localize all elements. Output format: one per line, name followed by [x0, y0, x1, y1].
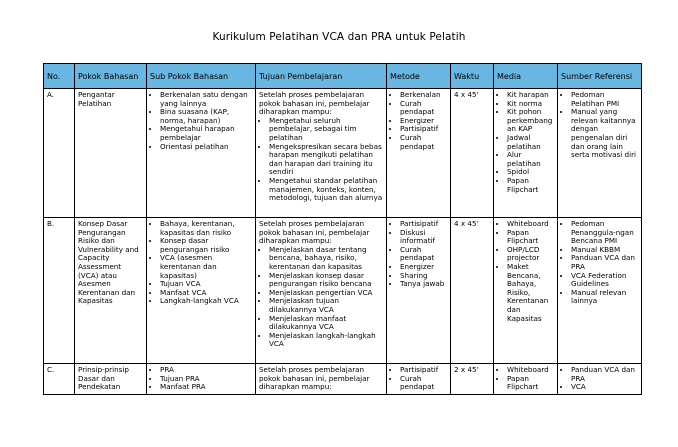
document-title: Kurikulum Pelatihan VCA dan PRA untuk Pelatih — [212, 31, 466, 43]
header-pokok-bahasan: Pokok Bahasan — [75, 64, 147, 89]
tujuan-intro: Setelah proses pembelajaran pokok bahasan ini, pembelajar diharapkan mampu: — [259, 90, 370, 117]
cell-waktu: 4 x 45' — [451, 218, 494, 364]
cell-media-list — [497, 91, 554, 194]
cell-sumber-referensi — [558, 364, 642, 395]
list-item: • Whiteboard — [507, 220, 554, 229]
list-item: • Menjelaskan pengertian VCA — [269, 289, 383, 298]
cell-media-list — [497, 220, 554, 323]
cell-pokok-bahasan: Konsep Dasar Pengurangan Risiko dan Vulnerability and Capacity Assessment (VCA) atau Asesmen Kerentanan dan Kapasitas — [75, 218, 147, 364]
cell-media-list — [497, 366, 554, 392]
list-item: • Tujuan VCA — [160, 280, 252, 289]
list-item: • Konsep dasar pengurangan risiko — [160, 237, 252, 254]
list-item: • VCA (asesmen kerentanan dan kapasitas) — [160, 254, 252, 280]
cell-tujuan-pembelajaran-list — [259, 117, 383, 203]
cell-sub-pokok-bahasan-list — [150, 91, 252, 151]
list-item: • Manual yang relevan kaitannya dengan pengenalan diri dan orang lain serta motivasi diri — [571, 108, 638, 160]
list-item: • Papan Flipchart — [507, 229, 554, 246]
list-item: • Menjelaskan konsep dasar pengurangan risiko bencana — [269, 272, 383, 289]
header-sumber-referensi: Sumber Referensi — [558, 64, 642, 89]
list-item: • Menjelaskan manfaat dilakukannya VCA — [269, 315, 383, 332]
cell-metode — [387, 218, 451, 364]
list-item: • Orientasi pelatihan — [160, 143, 252, 152]
tujuan-intro: Setelah proses pembelajaran pokok bahasan ini, pembelajar diharapkan mampu: — [259, 365, 370, 392]
cell-no: B. — [44, 218, 75, 364]
list-item: • VCA — [571, 383, 638, 392]
list-item: • Partisipatif — [400, 125, 447, 134]
list-item: • Pedoman Pelatihan PMI — [571, 91, 638, 108]
list-item: • Curah pendapat — [400, 100, 447, 117]
list-item: • Curah pendapat — [400, 246, 447, 263]
cell-sub-pokok-bahasan-list — [150, 366, 252, 392]
list-item: • Sharing — [400, 272, 447, 281]
cell-sumber-referensi — [558, 218, 642, 364]
cell-media — [494, 218, 558, 364]
list-item: • Maket Bencana, Bahaya, Risiko, Kerentanan dan Kapasitas — [507, 263, 554, 323]
cell-pokok-bahasan: Prinsip-prinsip Dasar dan Pendekatan — [75, 364, 147, 395]
list-item: • Diskusi informatif — [400, 229, 447, 246]
cell-metode — [387, 364, 451, 395]
cell-tujuan-pembelajaran-list — [259, 246, 383, 349]
header-tujuan-pembelajaran: Tujuan Pembelajaran — [256, 64, 387, 89]
list-item: • Menjelaskan tujuan dilakukannya VCA — [269, 297, 383, 314]
list-item: • Energizer — [400, 263, 447, 272]
header-waktu: Waktu — [451, 64, 494, 89]
cell-tujuan-pembelajaran — [256, 364, 387, 395]
curriculum-table — [43, 63, 642, 395]
list-item: • Manual KBBM — [571, 246, 638, 255]
list-item: • Pedoman Penanggula-ngan Bencana PMI — [571, 220, 638, 246]
cell-no: A. — [44, 89, 75, 218]
list-item: • Papan Flipchart — [507, 177, 554, 194]
table-row — [44, 218, 642, 364]
cell-sumber-referensi-list — [561, 91, 638, 160]
list-item: • Mengetahui seluruh pembelajar, sebagai tim pelatihan — [269, 117, 383, 143]
list-item: • PRA — [160, 366, 252, 375]
header-no: No. — [44, 64, 75, 89]
tujuan-intro: Setelah proses pembelajaran pokok bahasan ini, pembelajar diharapkan mampu: — [259, 219, 370, 246]
cell-sumber-referensi-list — [561, 366, 638, 392]
list-item: • Kit harapan — [507, 91, 554, 100]
cell-sub-pokok-bahasan — [147, 364, 256, 395]
cell-waktu: 2 x 45' — [451, 364, 494, 395]
list-item: • Jadwal pelatihan — [507, 134, 554, 151]
cell-media — [494, 364, 558, 395]
list-item: • Menjelaskan dasar tentang bencana, bahaya, risiko, kerentanan dan kapasitas — [269, 246, 383, 272]
table-row — [44, 89, 642, 218]
list-item: • Tujuan PRA — [160, 375, 252, 384]
list-item: • Kit norma — [507, 100, 554, 109]
list-item: • Menjelaskan langkah-langkah VCA — [269, 332, 383, 349]
list-item: • Manfaat VCA — [160, 289, 252, 298]
table-header-row — [44, 64, 642, 89]
list-item: • Langkah-langkah VCA — [160, 297, 252, 306]
header-media: Media — [494, 64, 558, 89]
list-item: • Curah pendapat — [400, 134, 447, 151]
list-item: • Manual relevan lainnya — [571, 289, 638, 306]
list-item: • Mengekspresikan secara bebas harapan mengikuti pelatihan dan harapan dari training itu sendiri — [269, 143, 383, 177]
list-item: • Bahaya, kerentanan, kapasitas dan risiko — [160, 220, 252, 237]
list-item: • Curah pendapat — [400, 375, 447, 392]
list-item: • Panduan VCA dan PRA — [571, 254, 638, 271]
list-item: • Berkenalan — [400, 91, 447, 100]
list-item: • Kit pohon perkembang an KAP — [507, 108, 554, 134]
cell-metode — [387, 89, 451, 218]
list-item: • Papan Flipchart — [507, 375, 554, 392]
list-item: • VCA Federation Guidelines — [571, 272, 638, 289]
list-item: • Mengetahui harapan pembelajar — [160, 125, 252, 142]
cell-sumber-referensi-list — [561, 220, 638, 306]
list-item: • Panduan VCA dan PRA — [571, 366, 638, 383]
list-item: • Partisipatif — [400, 220, 447, 229]
list-item: • Bina suasana (KAP, norma, harapan) — [160, 108, 252, 125]
list-item: • Berkenalan satu dengan yang lainnya — [160, 91, 252, 108]
cell-tujuan-pembelajaran — [256, 218, 387, 364]
cell-metode-list — [390, 91, 447, 151]
list-item: • Whiteboard — [507, 366, 554, 375]
list-item: • Energizer — [400, 117, 447, 126]
header-metode: Metode — [387, 64, 451, 89]
cell-no: C. — [44, 364, 75, 395]
table-row — [44, 364, 642, 395]
cell-tujuan-pembelajaran — [256, 89, 387, 218]
cell-media — [494, 89, 558, 218]
cell-sub-pokok-bahasan — [147, 89, 256, 218]
cell-metode-list — [390, 366, 447, 392]
cell-sub-pokok-bahasan — [147, 218, 256, 364]
cell-pokok-bahasan: Pengantar Pelatihan — [75, 89, 147, 218]
list-item: • OHP/LCD projector — [507, 246, 554, 263]
list-item: • Mengetahui standar pelatihan manajemen, konteks, konten, metodologi, tujuan dan alurnya — [269, 177, 383, 203]
cell-metode-list — [390, 220, 447, 289]
header-sub-pokok-bahasan: Sub Pokok Bahasan — [147, 64, 256, 89]
list-item: • Alur pelatihan — [507, 151, 554, 168]
list-item: • Tanya jawab — [400, 280, 447, 289]
cell-sub-pokok-bahasan-list — [150, 220, 252, 306]
cell-waktu: 4 x 45' — [451, 89, 494, 218]
list-item: • Partisipatif — [400, 366, 447, 375]
list-item: • Manfaat PRA — [160, 383, 252, 392]
cell-sumber-referensi — [558, 89, 642, 218]
list-item: • Spidol — [507, 168, 554, 177]
